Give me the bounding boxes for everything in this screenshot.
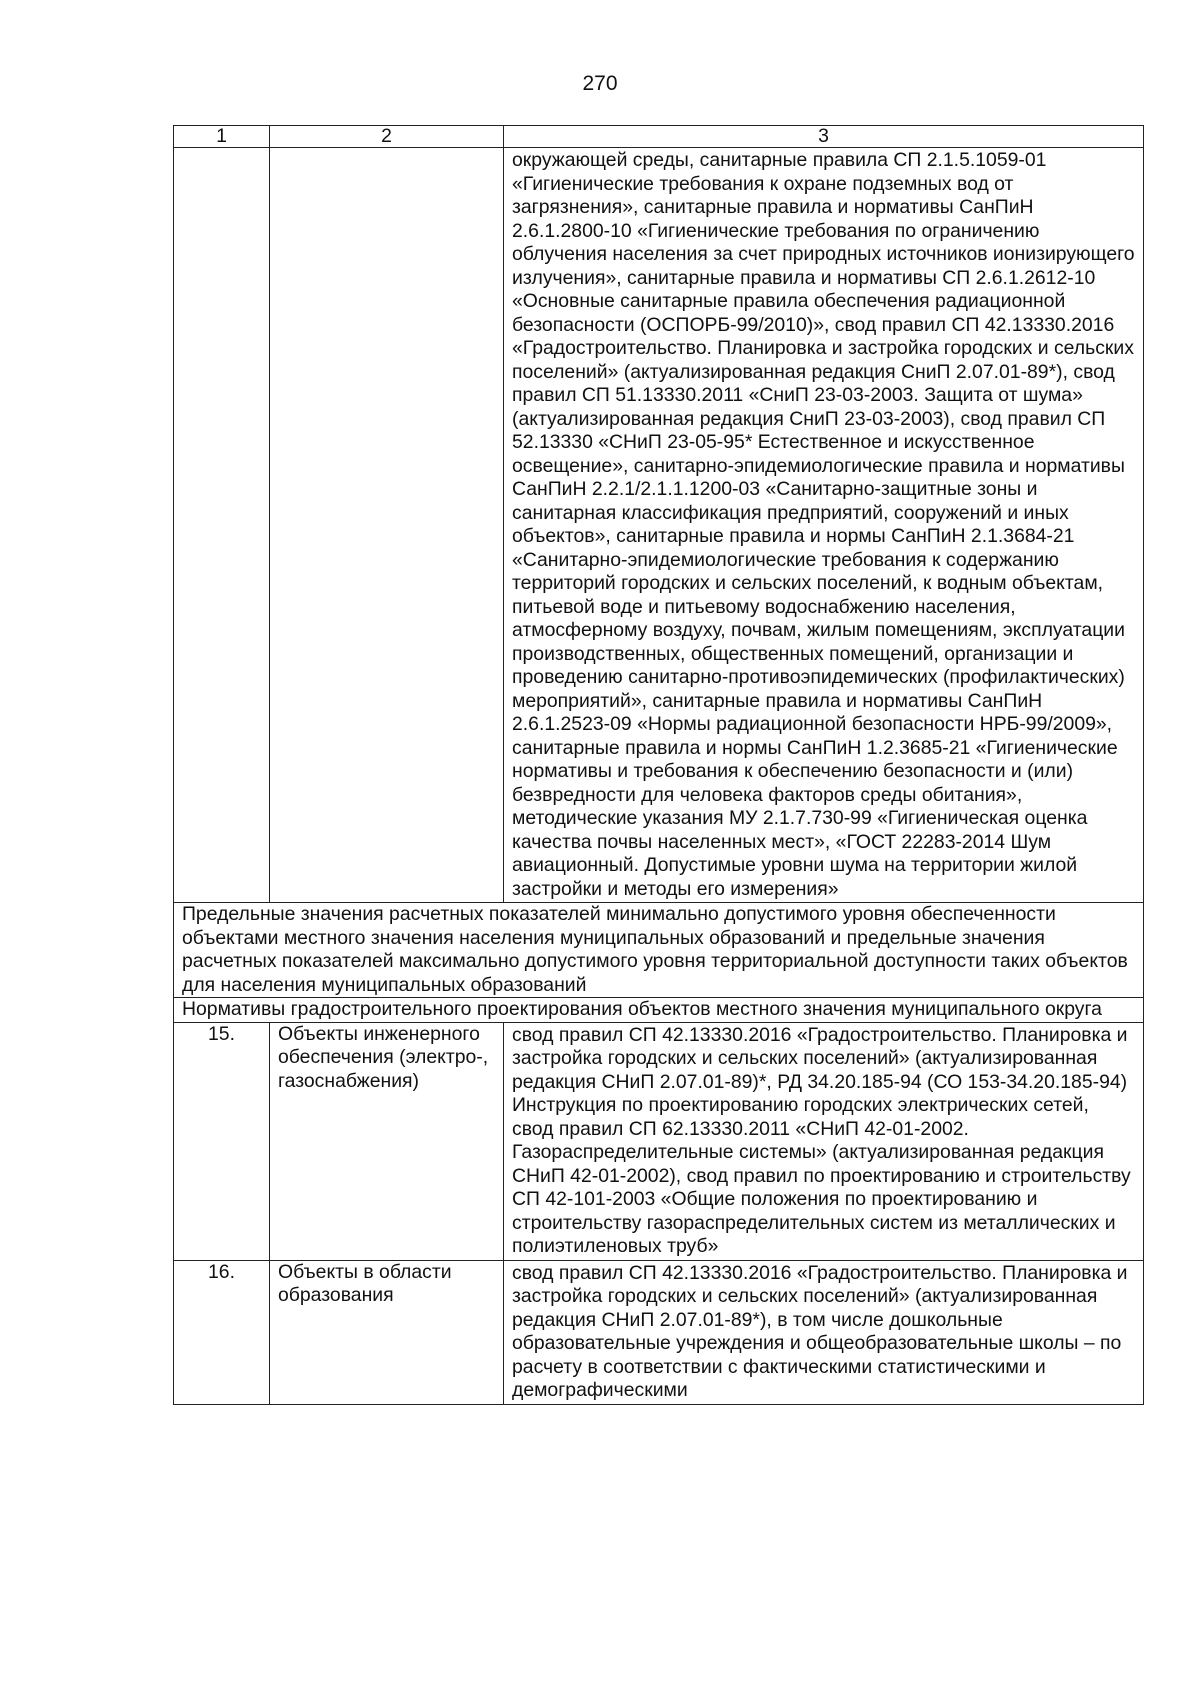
table-header-row: [174, 126, 1144, 148]
row-object-name: Объекты инженерного обеспечения (электро-, газоснабжения): [270, 1022, 504, 1260]
row-number: [174, 148, 270, 903]
row-object-name: [270, 148, 504, 903]
section-heading-row: [174, 903, 1144, 998]
normatives-table: [173, 125, 1144, 1405]
row-number: 15.: [174, 1022, 270, 1260]
row-number: 16.: [174, 1260, 270, 1404]
column-header-2: 2: [270, 126, 504, 148]
column-header-1: 1: [174, 126, 270, 148]
row-normative-text: свод правил СП 42.13330.2016 «Градостроительство. Планировка и застройка городских и сельских поселений» (актуализированная редакция СНиП 2.07.01-89*), в том числе дошкольные образовательные учреждения и общеобразовательные школы – по расчету в соответствии с фактическими статистическими и демографическими: [504, 1260, 1144, 1404]
row-object-name: Объекты в области образования: [270, 1260, 504, 1404]
column-header-3: 3: [504, 126, 1144, 148]
subsection-heading-row: [174, 998, 1144, 1023]
table-row: [174, 1022, 1144, 1260]
table-row-continuation: [174, 148, 1144, 903]
page-number: 270: [582, 72, 618, 95]
section-heading: Предельные значения расчетных показателей минимально допустимого уровня обеспеченности объектами местного значения населения муниципальных образований и предельные значения расчетных показателей максимально допустимого уровня территориальной доступности таких объектов для населения муниципальных образований: [174, 903, 1144, 998]
table-row: [174, 1260, 1144, 1404]
row-normative-text: свод правил СП 42.13330.2016 «Градостроительство. Планировка и застройка городских и сельских поселений» (актуализированная редакция СНиП 2.07.01-89)*, РД 34.20.185-94 (СО 153-34.20.185-94) Инструкция по проектированию городских электрических сетей, свод правил СП 62.13330.2011 «СНиП 42-01-2002. Газораспределительные системы» (актуализированная редакция СНиП 42-01-2002), свод правил по проектированию и строительству СП 42-101-2003 «Общие положения по проектированию и строительству газораспределительных систем из металлических и полиэтиленовых труб»: [504, 1022, 1144, 1260]
subsection-heading: Нормативы градостроительного проектирования объектов местного значения муниципального округа: [174, 998, 1144, 1023]
row-normative-text: окружающей среды, санитарные правила СП 2.1.5.1059-01 «Гигиенические требования к охране подземных вод от загрязнения», санитарные правила и нормативы СанПиН 2.6.1.2800-10 «Гигиенические требования по ограничению облучения населения за счет природных источников ионизирующего излучения», санитарные правила и нормативы СП 2.6.1.2612-10 «Основные санитарные правила обеспечения радиационной безопасности (ОСПОРБ-99/2010)», свод правил СП 42.13330.2016 «Градостроительство. Планировка и застройка городских и сельских поселений» (актуализированная редакция СниП 2.07.01-89*), свод правил СП 51.13330.2011 «СниП 23-03-2003. Защита от шума» (актуализированная редакция СниП 23-03-2003), свод правил СП 52.13330 «СНиП 23-05-95* Естественное и искусственное освещение», санитарно-эпидемиологические правила и нормативы СанПиН 2.2.1/2.1.1.1200-03 «Санитарно-защитные зоны и санитарная классификация предприятий, сооружений и иных объектов», санитарные правила и нормы СанПиН 2.1.3684-21 «Санитарно-эпидемиологические требования к содержанию территорий городских и сельских поселений, к водным объектам, питьевой воде и питьевому водоснабжению населения, атмосферному воздуху, почвам, жилым помещениям, эксплуатации производственных, общественных помещений, организации и проведению санитарно-противоэпидемических (профилактических) мероприятий», санитарные правила и нормативы СанПиН 2.6.1.2523-09 «Нормы радиационной безопасности НРБ-99/2009», санитарные правила и нормы СанПиН 1.2.3685-21 «Гигиенические нормативы и требования к обеспечению безопасности и (или) безвредности для человека факторов среды обитания», методические указания МУ 2.1.7.730-99 «Гигиеническая оценка качества почвы населенных мест», «ГОСТ 22283-2014 Шум авиационный. Допустимые уровни шума на территории жилой застройки и методы его измерения»: [504, 148, 1144, 903]
